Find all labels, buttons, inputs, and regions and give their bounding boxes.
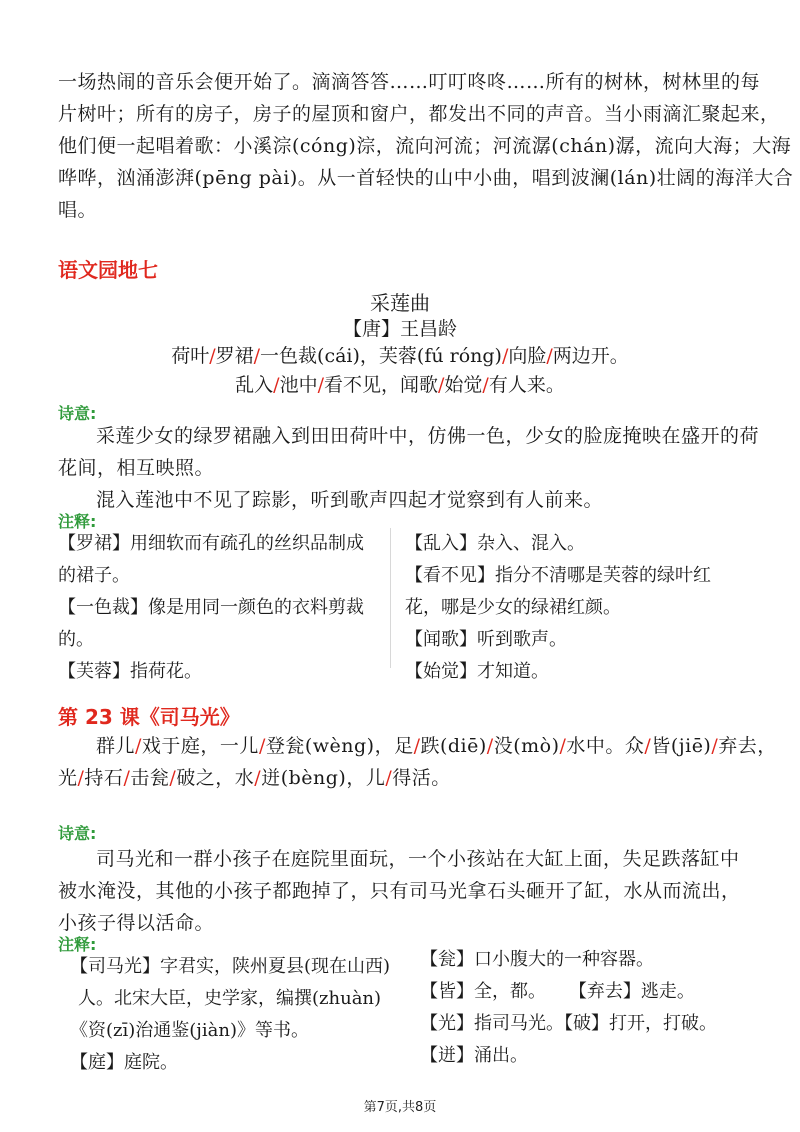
note-line: 【看不见】指分不清哪是芙蓉的绿叶红 — [405, 565, 711, 586]
note-line: 【光】指司马光。【破】打开，打破。 — [420, 1013, 717, 1034]
note-line: 人。北宋大臣，史学家，编撰(zhuàn) — [78, 988, 382, 1009]
text-segment: 击瓮 — [130, 767, 170, 789]
poem-segment: 始觉 — [444, 374, 483, 396]
page-number: 第7页,共8页 — [363, 1100, 437, 1115]
notes-left-column — [70, 951, 410, 1079]
meaning-label: 诗意: — [58, 404, 97, 423]
text-segment: 没(mò) — [493, 735, 560, 757]
slash-separator: / — [77, 767, 85, 789]
intro-line: 唱。 — [58, 199, 98, 221]
slash-separator: / — [317, 374, 324, 396]
note-line: 的裙子。 — [58, 565, 130, 586]
note-line: 【闻歌】听到歌声。 — [405, 629, 567, 650]
text-segment: 皆(jiē) — [651, 735, 712, 757]
note-line: 【芙蓉】指荷花。 — [58, 661, 202, 682]
text-segment: 光 — [58, 767, 78, 789]
note-line: 【司马光】字君实，陕州夏县(现在山西) — [70, 956, 391, 977]
intro-line: 片树叶；所有的房子，房子的屋顶和窗户，都发出不同的声音。当小雨滴汇聚起来， — [58, 103, 780, 125]
text-segment: 跌(diē) — [420, 735, 487, 757]
slash-separator: / — [123, 767, 131, 789]
note-line: 【始觉】才知道。 — [405, 661, 549, 682]
notes-label: 注释: — [58, 935, 97, 954]
slash-separator: / — [546, 345, 553, 367]
poem-segment: 两边开。 — [552, 345, 629, 367]
slash-separator: / — [501, 345, 509, 367]
slash-separator: / — [413, 735, 421, 757]
slash-separator: / — [169, 767, 177, 789]
text-segment: 破之，水 — [176, 767, 255, 789]
intro-line: 哗哗，汹涌澎湃(pēng pài)。从一首轻快的山中小曲，唱到波澜(lán)壮阔的海洋大合 — [58, 167, 794, 189]
meaning-line: 小孩子得以活命。 — [58, 912, 215, 934]
note-line: 【迸】涌出。 — [420, 1045, 528, 1066]
notes-left-column — [58, 528, 388, 688]
meaning-label: 诗意: — [58, 824, 97, 843]
slash-separator: / — [559, 735, 567, 757]
slash-separator: / — [482, 374, 489, 396]
meaning-line: 采莲少女的绿罗裙融入到田田荷叶中，仿佛一色，少女的脸庞掩映在盛开的荷 — [96, 425, 760, 447]
text-segment: 得活。 — [392, 767, 451, 789]
meaning-line: 花间，相互映照。 — [58, 457, 215, 479]
text-segment: 弃去， — [718, 735, 777, 757]
meaning-line: 司马光和一群小孩子在庭院里面玩，一个小孩站在大缸上面，失足跌落缸中 — [96, 848, 740, 870]
meaning-paragraph — [58, 420, 760, 516]
note-line: 【庭】庭院。 — [70, 1052, 178, 1073]
note-line: 【瓮】口小腹大的一种容器。 — [420, 949, 654, 970]
notes-right-column — [420, 944, 760, 1072]
text-segment: 登瓮(wèng)，足 — [265, 735, 414, 757]
meaning-paragraph — [58, 843, 748, 939]
slash-separator: / — [644, 735, 652, 757]
note-line: 【皆】全，都。 【弃去】逃走。 — [420, 981, 695, 1002]
lesson-text — [58, 730, 777, 794]
intro-line: 一场热闹的音乐会便开始了。滴滴答答……叮叮咚咚……所有的树林，树林里的每 — [58, 71, 761, 93]
slash-separator: / — [209, 345, 216, 367]
meaning-line: 混入莲池中不见了踪影，听到歌声四起才觉察到有人前来。 — [96, 489, 604, 511]
intro-paragraph — [58, 66, 794, 226]
slash-separator: / — [273, 374, 280, 396]
text-segment: 戏于庭，一儿 — [141, 735, 259, 757]
column-divider — [390, 528, 391, 668]
slash-separator: / — [254, 767, 262, 789]
slash-separator: / — [135, 735, 142, 757]
section-heading-lesson23: 第 23 课《司马光》 — [58, 705, 240, 729]
slash-separator: / — [258, 735, 266, 757]
poem-segment: 一色裁(cái)，芙蓉(fú róng) — [260, 345, 502, 367]
meaning-line: 被水淹没，其他的小孩子都跑掉了，只有司马光拿石头砸开了缸，水从而流出， — [58, 880, 741, 902]
notes-label: 注释: — [58, 512, 97, 531]
text-segment: 水中。众 — [566, 735, 645, 757]
note-line: 《资(zī)治通鉴(jiàn)》等书。 — [70, 1020, 309, 1041]
poem-author: 【唐】王昌龄 — [342, 318, 457, 340]
text-segment: 迸(bèng)，儿 — [261, 767, 386, 789]
poem-line-2 — [0, 370, 800, 397]
slash-separator: / — [486, 735, 494, 757]
poem-segment: 有人来。 — [488, 374, 565, 396]
poem-segment: 罗裙 — [215, 345, 254, 367]
slash-separator: / — [438, 374, 445, 396]
poem-segment: 荷叶 — [171, 345, 210, 367]
intro-line: 他们便一起唱着歌：小溪淙(cóng)淙，流向河流；河流潺(chán)潺，流向大海；大海 — [58, 135, 792, 157]
poem-title: 采莲曲 — [370, 291, 430, 315]
poem-line-1 — [0, 341, 800, 368]
lesson-text-line-2 — [58, 762, 748, 794]
slash-separator: / — [711, 735, 719, 757]
poem-segment: 向脸 — [508, 345, 547, 367]
poem-segment: 看不见，闻歌 — [323, 374, 438, 396]
lesson-text-line-1 — [58, 730, 777, 762]
text-segment: 群儿 — [96, 735, 136, 757]
slash-separator: / — [385, 767, 393, 789]
note-line: 【一色裁】像是用同一颜色的衣料剪裁 — [58, 597, 364, 618]
note-line: 【乱入】杂入、混入。 — [405, 533, 585, 554]
note-line: 【罗裙】用细软而有疏孔的丝织品制成 — [58, 533, 364, 554]
poem-segment: 池中 — [279, 374, 318, 396]
text-segment: 持石 — [84, 767, 124, 789]
note-line: 的。 — [58, 629, 94, 650]
slash-separator: / — [253, 345, 261, 367]
poem-segment: 乱入 — [235, 374, 274, 396]
notes-right-column — [405, 528, 745, 688]
note-line: 花，哪是少女的绿裙红颜。 — [405, 597, 621, 618]
section-heading-yuwen: 语文园地七 — [58, 258, 158, 282]
